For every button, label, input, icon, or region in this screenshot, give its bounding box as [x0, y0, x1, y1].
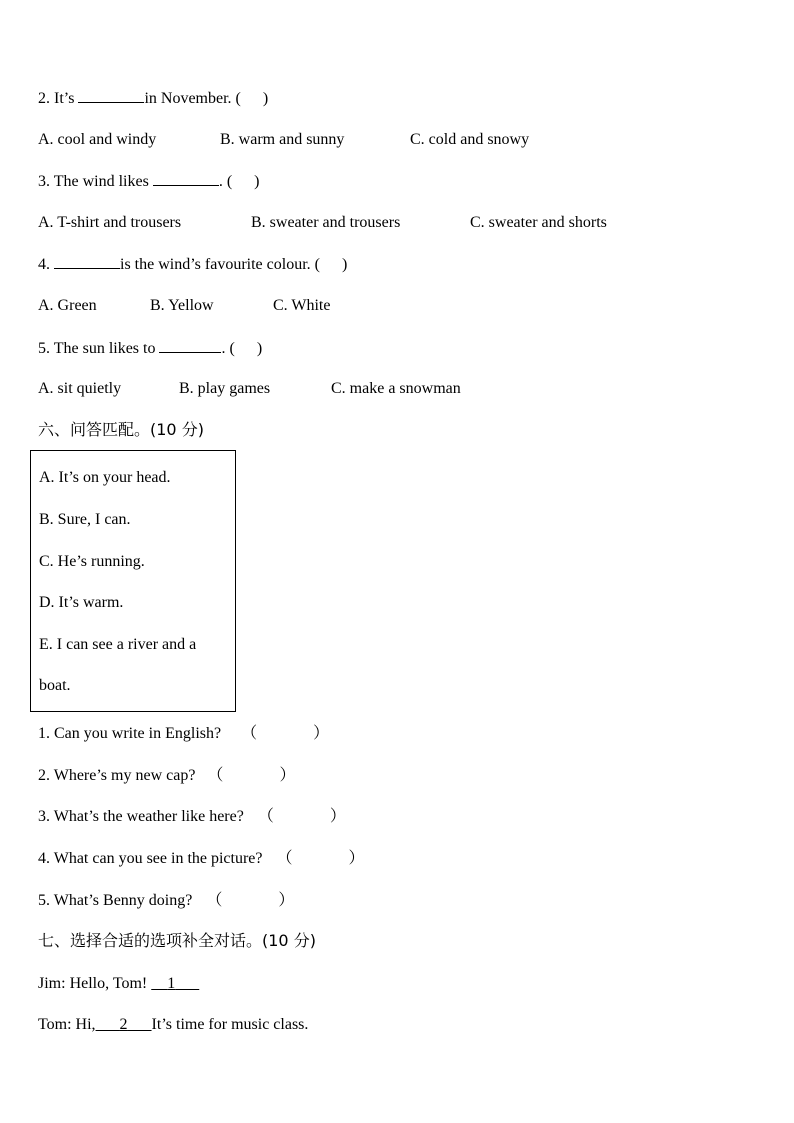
answer-option-c: C. He’s running. — [39, 553, 145, 570]
dialogue-blank-2[interactable] — [96, 1016, 152, 1033]
question-text: . ( — [218, 173, 233, 190]
section-6-title: 六、问答匹配。(10 分) — [38, 420, 204, 439]
paren-open: （ — [206, 892, 223, 909]
question-text: 2. It’s — [38, 90, 79, 107]
blank-number: 2 — [119, 1016, 128, 1033]
question-text: 1. Can you write in English? — [38, 725, 222, 742]
option-a[interactable]: A. Green — [38, 297, 97, 314]
match-question-3 — [38, 807, 346, 827]
paren-open: （ — [241, 725, 258, 742]
options-3 — [38, 213, 607, 233]
paren-close: ） — [348, 850, 365, 867]
question-text: 5. What’s Benny doing? — [38, 892, 193, 909]
question-2 — [38, 88, 268, 109]
paren-close: ) — [262, 90, 269, 107]
question-text: 4. What can you see in the picture? — [38, 850, 263, 867]
answer-option-e-cont: boat. — [39, 677, 71, 694]
option-c[interactable]: C. cold and snowy — [410, 131, 530, 148]
section-7-title: 七、选择合适的选项补全对话。(10 分) — [38, 931, 316, 950]
question-text: 4. — [38, 256, 54, 273]
question-text: 5. The sun likes to — [38, 340, 160, 357]
dialogue-text: Jim: Hello, Tom! — [38, 975, 152, 992]
option-b[interactable]: B. warm and sunny — [220, 131, 345, 148]
options-4 — [38, 296, 330, 316]
paren-open: （ — [276, 850, 293, 867]
option-a[interactable]: A. cool and windy — [38, 131, 157, 148]
answer-option-b: B. Sure, I can. — [39, 511, 131, 528]
paren-close: ) — [254, 173, 260, 190]
option-c[interactable]: C. sweater and shorts — [470, 214, 607, 231]
question-text: 3. What’s the weather like here? — [38, 808, 244, 825]
question-text: 2. Where’s my new cap? — [38, 767, 196, 784]
match-question-4 — [38, 849, 365, 869]
dialogue-blank-1[interactable] — [151, 975, 199, 992]
question-text: 3. The wind likes — [38, 173, 153, 190]
dialogue-text: It’s time for music class. — [151, 1016, 309, 1033]
question-text: . ( — [221, 340, 235, 357]
paren-close: ） — [279, 767, 296, 784]
answer-option-a: A. It’s on your head. — [39, 469, 171, 486]
answer-blank[interactable] — [159, 338, 221, 353]
option-b[interactable]: B. play games — [179, 380, 271, 397]
option-b[interactable]: B. sweater and trousers — [251, 214, 401, 231]
match-question-2 — [38, 766, 295, 786]
option-b[interactable]: B. Yellow — [150, 297, 214, 314]
answer-box — [30, 450, 236, 712]
match-question-1 — [38, 724, 329, 744]
paren-close: ） — [278, 892, 295, 909]
answer-blank[interactable] — [54, 254, 120, 269]
paren-close: ) — [341, 256, 348, 273]
paren-close: ) — [256, 340, 263, 357]
dialogue-text: Tom: Hi, — [38, 1016, 96, 1033]
dialogue-line-1 — [38, 974, 199, 994]
match-question-5 — [38, 891, 294, 911]
question-5 — [38, 338, 262, 359]
option-c[interactable]: C. White — [273, 297, 331, 314]
option-a[interactable]: A. sit quietly — [38, 380, 122, 397]
blank-number: 1 — [167, 975, 176, 992]
options-5 — [38, 379, 461, 399]
question-text: in November. ( — [144, 90, 241, 107]
question-3 — [38, 171, 259, 192]
answer-blank[interactable] — [153, 171, 219, 186]
option-c[interactable]: C. make a snowman — [331, 380, 461, 397]
options-2 — [38, 130, 529, 150]
paren-close: ） — [313, 725, 330, 742]
paren-open: （ — [257, 808, 274, 825]
dialogue-line-2 — [38, 1015, 308, 1035]
answer-option-d: D. It’s warm. — [39, 594, 124, 611]
answer-blank[interactable] — [78, 88, 144, 103]
question-4 — [38, 254, 347, 275]
paren-open: （ — [207, 767, 224, 784]
paren-close: ） — [329, 808, 346, 825]
question-text: is the wind’s favourite colour. ( — [120, 256, 320, 273]
answer-option-e: E. I can see a river and a — [39, 636, 197, 653]
option-a[interactable]: A. T-shirt and trousers — [38, 214, 182, 231]
